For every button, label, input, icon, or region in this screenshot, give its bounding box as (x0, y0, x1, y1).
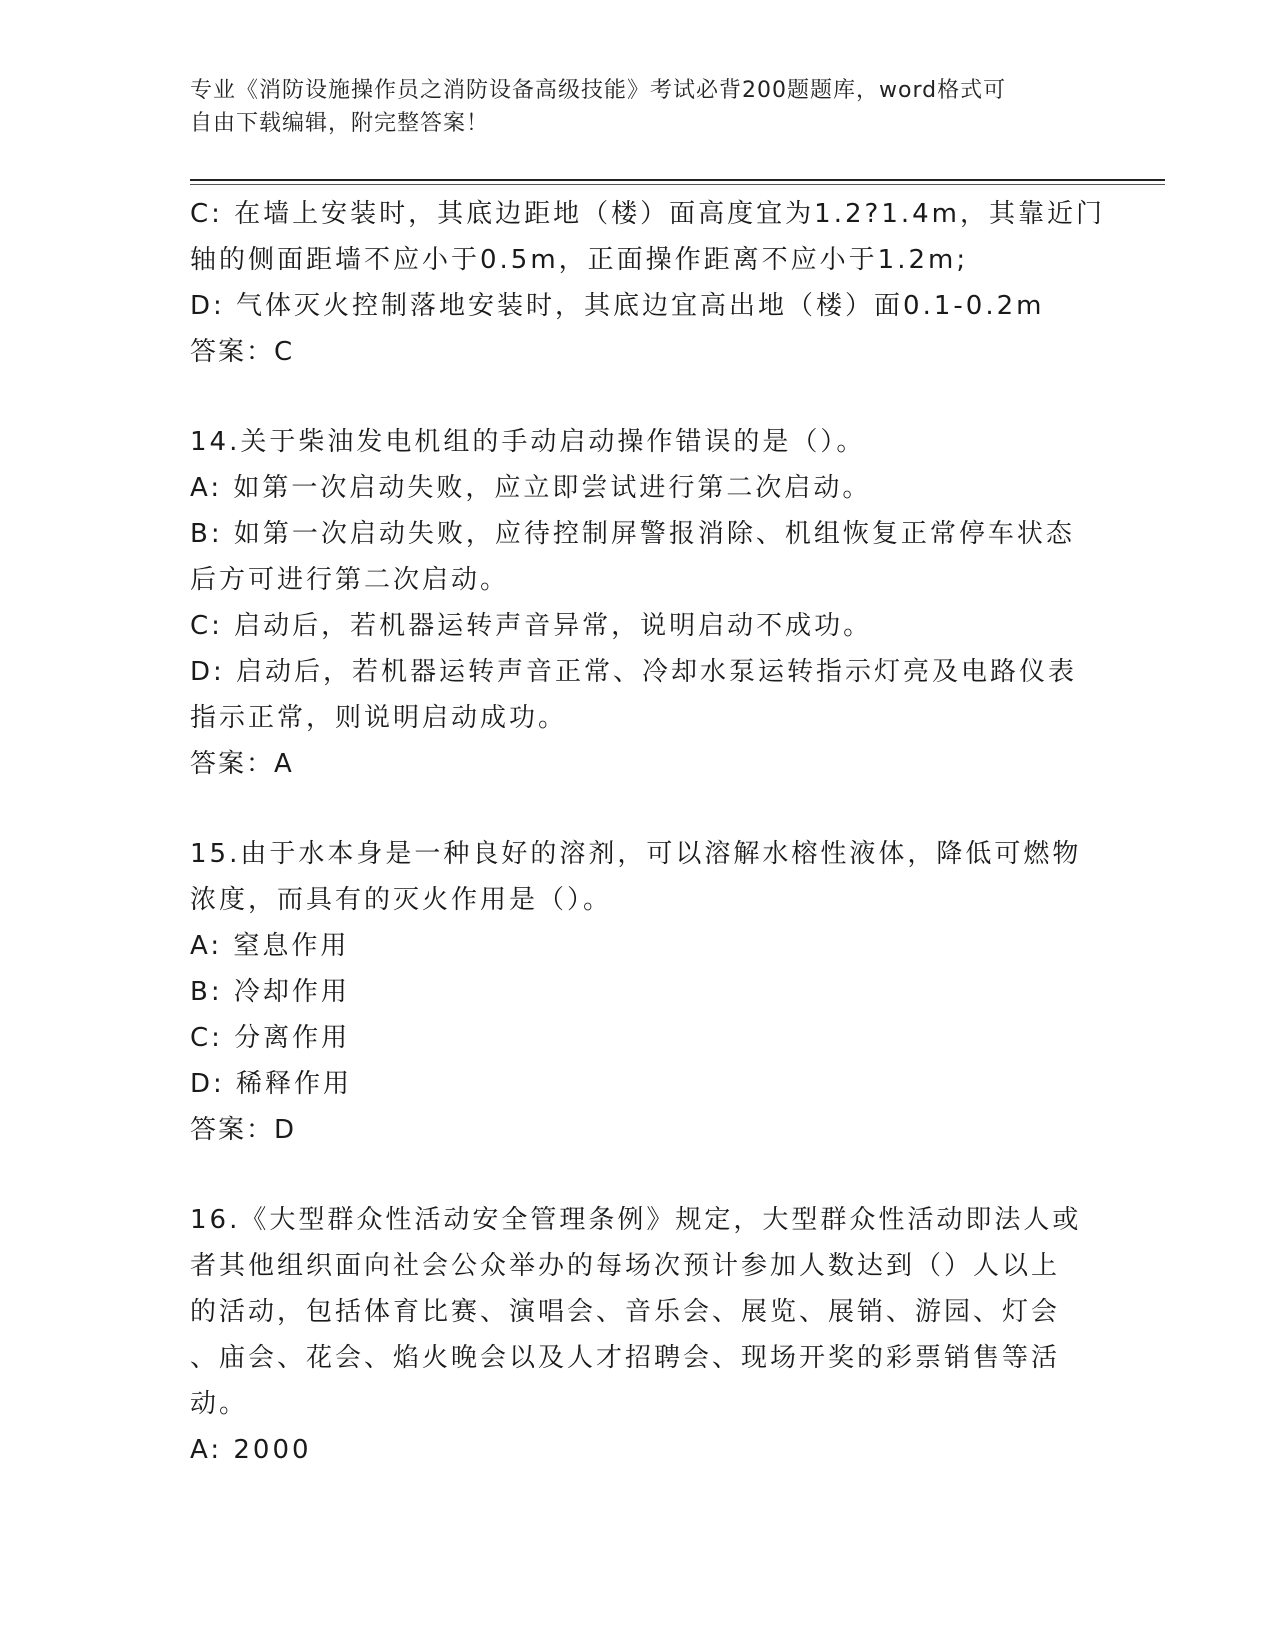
q14-option-b-line-1: B: 如第一次启动失败，应待控制屏警报消除、机组恢复正常停车状态 (190, 519, 1075, 549)
q15-answer: 答案：D (190, 1115, 297, 1145)
q14-answer: 答案：A (190, 749, 294, 779)
question-15 (190, 831, 1090, 1153)
question-13 (190, 191, 1106, 375)
q14-option-b-line-2: 后方可进行第二次启动。 (190, 565, 510, 595)
q14-question: 14.关于柴油发电机组的手动启动操作错误的是（）。 (190, 427, 866, 457)
q16-question-line-4: 、庙会、花会、焰火晚会以及人才招聘会、现场开奖的彩票销售等活 (190, 1343, 1061, 1373)
question-16 (190, 1197, 1090, 1473)
q13-option-c-line-2: 轴的侧面距墙不应小于0.5m，正面操作距离不应小于1.2m; (190, 245, 969, 275)
q16-question-line-5: 动。 (190, 1389, 249, 1419)
q13-option-d: D: 气体灭火控制落地安装时，其底边宜高出地（楼）面0.1-0.2m (190, 291, 1045, 321)
spacer (190, 375, 1090, 419)
question-14 (190, 419, 1090, 787)
q15-option-b: B: 冷却作用 (190, 977, 350, 1007)
q15-question-line-1: 15.由于水本身是一种良好的溶剂，可以溶解水榕性液体，降低可燃物 (190, 839, 1082, 869)
q13-answer: 答案：C (190, 337, 295, 367)
q15-option-d: D: 稀释作用 (190, 1069, 353, 1099)
q16-question-line-1: 16.《大型群众性活动安全管理条例》规定，大型群众性活动即法人或 (190, 1205, 1082, 1235)
header-title-line-2: 自由下载编辑，附完整答案！ (190, 111, 490, 136)
header-divider-thin (190, 184, 1165, 185)
spacer (190, 1153, 1090, 1197)
q14-option-d-line-1: D: 启动后，若机器运转声音正常、冷却水泵运转指示灯亮及电路仪表 (190, 657, 1078, 687)
header-divider-thick (190, 179, 1165, 181)
q16-option-a: A: 2000 (190, 1435, 312, 1465)
header-title-line-1: 专业《消防设施操作员之消防设备高级技能》考试必背200题题库，word格式可 (190, 78, 1007, 103)
spacer (190, 787, 1090, 831)
q16-question-line-2: 者其他组织面向社会公众举办的每场次预计参加人数达到（）人以上 (190, 1251, 1061, 1281)
q14-option-a: A: 如第一次启动失败，应立即尝试进行第二次启动。 (190, 473, 872, 503)
q15-option-a: A: 窒息作用 (190, 931, 350, 961)
q13-option-c-line-1: C: 在墙上安装时，其底边距地（楼）面高度宜为1.2?1.4m，其靠近门 (190, 199, 1106, 229)
q15-question-line-2: 浓度，而具有的灭火作用是（）。 (190, 885, 613, 915)
q14-option-d-line-2: 指示正常，则说明启动成功。 (190, 703, 568, 733)
page-header (190, 74, 1090, 140)
question-content (190, 191, 1106, 1473)
q16-question-line-3: 的活动，包括体育比赛、演唱会、音乐会、展览、展销、游园、灯会 (190, 1297, 1061, 1327)
q15-option-c: C: 分离作用 (190, 1023, 351, 1053)
q14-option-c: C: 启动后，若机器运转声音异常，说明启动不成功。 (190, 611, 873, 641)
